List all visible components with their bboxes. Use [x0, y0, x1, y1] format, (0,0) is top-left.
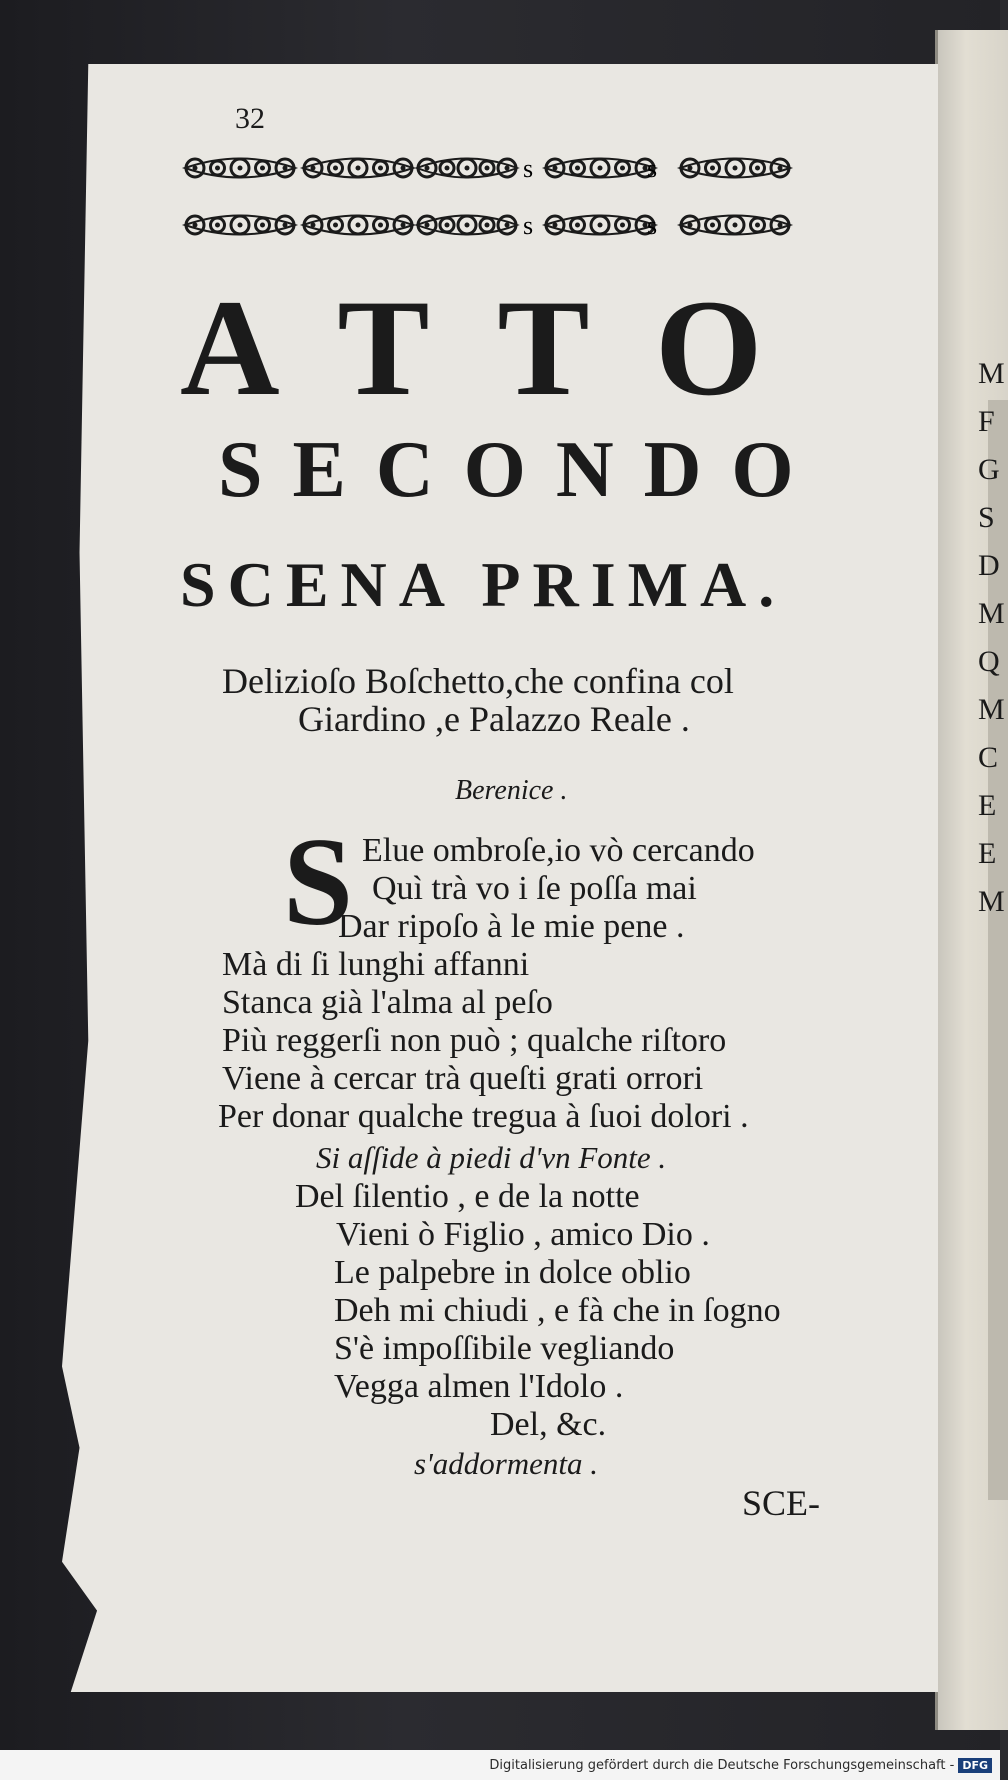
- facing-page-letter: D: [978, 549, 1000, 582]
- ornament-border-bottom: [185, 202, 875, 248]
- catchword: SCE-: [742, 1483, 821, 1523]
- footer-credit: Digitalisierung gefördert durch die Deutsche Forschungsgemeinschaft -: [489, 1757, 955, 1773]
- stage-direction: s'addormenta .: [414, 1446, 599, 1481]
- verse-line: Mà di ſi lunghi affanni: [222, 946, 530, 983]
- facing-page-letter: M: [978, 357, 1005, 390]
- verse-line: S'è impoſſibile vegliando: [334, 1330, 675, 1367]
- verse-line: Quì trà vo i ſe poſſa mai: [372, 870, 697, 907]
- verse-line: Vegga almen l'Idolo .: [334, 1368, 624, 1405]
- ornament-fleurons: [185, 216, 790, 235]
- facing-page-text: [978, 350, 1005, 926]
- stage-direction: Si aſſide à piedi d'vn Fonte .: [316, 1140, 667, 1175]
- facing-page-letter: E: [978, 789, 997, 822]
- facing-page-letter: F: [978, 405, 995, 438]
- facing-page-letter: S: [978, 501, 995, 534]
- verse-line: Più reggerſi non può ; qualche riſtoro: [222, 1022, 727, 1059]
- ornament-letter: s: [523, 154, 534, 183]
- verse-line: Del ſilentio , e de la notte: [295, 1178, 640, 1215]
- ornament-letter: s: [523, 211, 534, 240]
- verse-line: Viene à cercar trà queſti grati orrori: [222, 1060, 704, 1097]
- verse-line: Elue ombroſe,io vò cercando: [362, 832, 755, 869]
- page-number: 32: [235, 102, 265, 135]
- verse-line: Le palpebre in dolce oblio: [334, 1254, 691, 1291]
- facing-page-letter: E: [978, 837, 997, 870]
- facing-page-letter: G: [978, 453, 1000, 486]
- ornament-fleurons: [185, 159, 790, 178]
- setting-line-1: Delizioſo Boſchetto,che confina col: [222, 661, 734, 701]
- ornament-letter: s: [647, 211, 658, 240]
- scene-title: SCENA PRIMA.: [180, 549, 787, 620]
- verse-line: Stanca già l'alma al peſo: [222, 984, 553, 1021]
- facing-page-letter: M: [978, 597, 1005, 630]
- dfg-logo: DFG: [958, 1758, 992, 1773]
- act-title: ATTO: [180, 271, 831, 424]
- verse-line: Per donar qualche tregua à ſuoi dolori .: [218, 1098, 749, 1135]
- facing-page-letter: C: [978, 741, 999, 774]
- footer-bar: [0, 1750, 1000, 1780]
- verse-line: Vieni ò Figlio , amico Dio .: [336, 1216, 710, 1253]
- ornament-border-top: [185, 145, 875, 191]
- verse-line: Deh mi chiudi , e fà che in ſogno: [334, 1292, 781, 1329]
- facing-page-letter: M: [978, 693, 1005, 726]
- refrain: Del, &c.: [490, 1406, 607, 1443]
- ornament-letter: s: [647, 154, 658, 183]
- facing-page-letter: Q: [978, 645, 1000, 678]
- drop-cap: S: [283, 813, 354, 952]
- verse-line: Dar ripoſo à le mie pene .: [338, 908, 685, 945]
- speaker-name: Berenice .: [455, 775, 568, 806]
- act-number: SECONDO: [218, 426, 824, 514]
- facing-page-letter: M: [978, 885, 1005, 918]
- setting-line-2: Giardino ,e Palazzo Reale .: [298, 699, 690, 739]
